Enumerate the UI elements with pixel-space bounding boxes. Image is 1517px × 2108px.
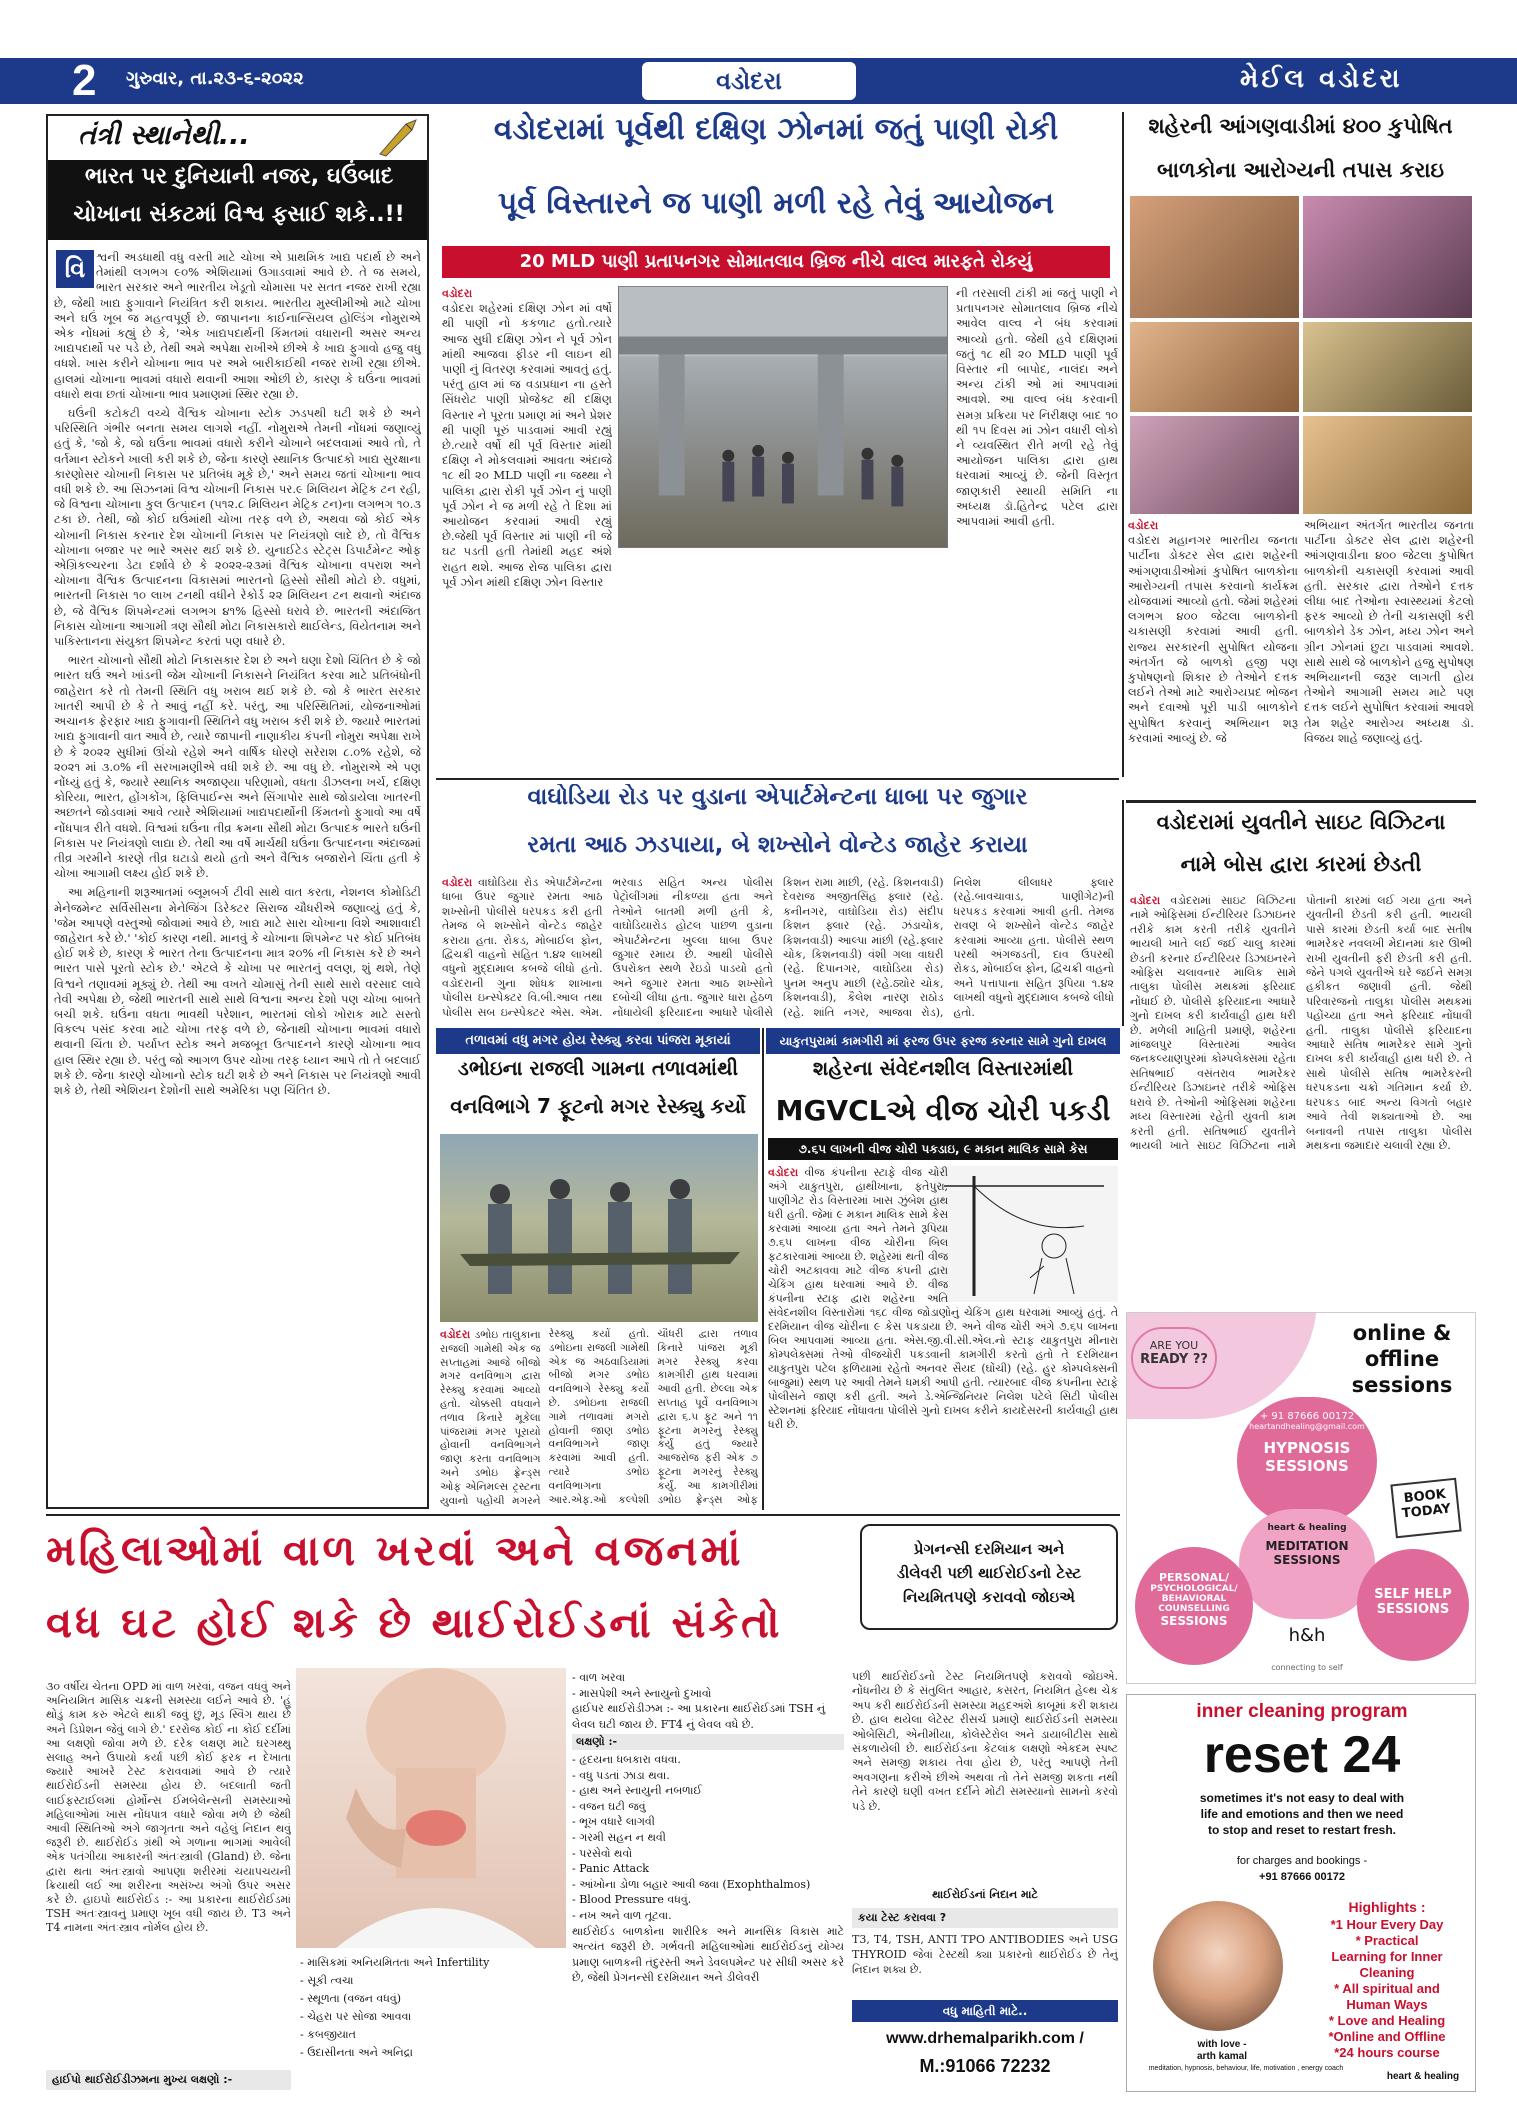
harassment-text: વડોદરામાં સાઇટ વિઝિટના નામે ઓફિસમાં ઈન્ટીરિયર ડિઝાઇનર તરીકે કામ કરતી તરીકે યુવતીને ભાયલી ખાતે લઈ જઈ ચાલુ કારમાં છેડતી કરનાર ઈન્ટીરિયર ડિઝાઇનરને ઓફિસ ચલાવનાર માલિક સામે તાલુકા પોલીસ મથકમાં ફરિયાદ નોંધાઈ છે. પોલીસે ફરિયાદના આધારે ગુનો દાખલ કરી કાર્યવાહી હાથ ધરી છે. મળેલી માહિતી પ્રમાણે, શહેરના માંજલપુર વિસ્તારમાં આવેલ જનકલ્યાણપુરમાં કોમ્પલેક્સમાં રહેતા સતિષભાઈ વસંતરાવ ભામરેકર ઈન્ટીરિયર ડિઝાઇનર તરીકે ઓફિસ ધરાવે છે. તેઓની ઓફિસમાં શહેરના મધ્ય વિસ્તારમાં રહેતી યુવતી કામ કરતી હતી. સતિષભાઈ યુવતીને ભાયલી ખાતે સાઇટ વિઝિટના નામે પોતાની કારમાં લઈ ગયા હતા અને યુવતીની છેડતી કરી હતી. ભાયલી પાસે કારમાં છેડતી કર્યા બાદ સતીષ ભામરેકર નવલખી મેદાનમાં કાર ઊભી રાખી યુવતીની ફરી છેડતી કરી હતી. જેને પગલે યુવતીએ ઘરે જઈને સમગ્ર હકીકત જણાવી હતી. જેથી પરિવારજનો તાલુકા પોલીસ મથકમાં પહોંચ્યા હતા અને ફરિયાદ નોંધાવી હતી. તાલુકા પોલીસે ફરિયાદના આધારે સતિષ ભામરેકર સામે ગુનો દાખલ કરી કાર્યવાહી હાથ ધરી છે. તે સાથે પોલીસે સતિષ ભામરેકરની ધરપકડના ચક્રો ગતિમાન કર્યા છે. ધરપકડ બાદ અન્ય વિગતો બહાર આવે તેવી શક્યતાઓ છે. આ બનાવની તપાસ તાલુકા પોલીસ મથકના જમાદાર ચલાવી રહ્યા છે. — [1130, 894, 1472, 1152]
ad-selfhelp-2: SESSIONS — [1376, 1602, 1450, 1617]
reset-coach-subtitle: meditation, hypnosis, behaviour, life, motivation , energy coach — [1148, 2065, 1344, 2072]
ad-ready-bubble — [1131, 1327, 1217, 1389]
editorial-body — [54, 250, 421, 1500]
ad-personal-4: COUNSELLING — [1158, 1604, 1230, 1614]
ad-selfhelp-1: SELF HELP — [1374, 1587, 1452, 1602]
symptom-item: - ભૂખ વધારે લાગવી — [572, 1815, 655, 1829]
ad-circle-selfhelp — [1357, 1549, 1469, 1661]
dateline: વડોદરા — [1130, 894, 1161, 907]
symptom-item: - Panic Attack — [572, 1862, 649, 1876]
electricity-body — [768, 1166, 1118, 1510]
electricity-kicker: યાકુતપુરામાં કામગીરી માં ફરજ ઉપર ફરજ કરનાર સામે ગુનો દાખલ — [766, 1028, 1120, 1054]
ad-title-1: online & — [1352, 1321, 1452, 1345]
ad-personal-3: BEHAVIORAL — [1161, 1594, 1227, 1604]
symptom-item: - માસિકમાં અનિયમિતતા અને Infertility — [300, 1956, 490, 1969]
ad-circle-hypnosis — [1237, 1397, 1377, 1525]
electricity-headline-1: શહેરના સંવેદનશીલ વિસ્તારમાંથી — [812, 1056, 1074, 1080]
crocodile-headline-2: વનવિભાગે 7 ફૂટનો મગર રેસ્ક્યુ કર્યો — [450, 1094, 746, 1118]
anganwadi-photo — [1303, 416, 1472, 514]
electricity-text: વીજ કંપનીના સ્ટાફે વીજ ચોરી અંગે યાકુતપુરા, હાથીખાના, ફતેપુરા, પાણીગેટ રોડ વિસ્તારમાં ખાસ ઝુંબેશ હાથ ધરી હતી. જેમાં ૯ મકાન માલિક સામે કેસ કરવામાં આવ્યા હતા અને તેમને રૂપિયા ૭.૬૫ લાખના વીજ ચોરીના બિલ ફટકારવામાં આવ્યા છે. શહેરમાં થતી વીજ ચોરી અટકાવવા માટે વીજ કંપની દ્વારા ચેકિંગ હાથ ધરવામાં આવે છે. વીજ કંપનીના સ્ટાફ દ્વારા શહેરના અતિ સંવેદનશીલ વિસ્તારોમાં ૧૬૮ વીજ જોડાણોનું ચેકિંગ હાથ ધરવામાં આવ્યું હતું. તે દરમિયાન વીજ ચોરીના ૯ કેસ પકડાયા છે. અને વીજ ચોરી અંગે ૭.૬૫ લાખના બિલ આપવામાં આવ્યા હતા. એસ.જી.વી.સી.એલ.નો સ્ટાફ યાકુતપુરા મીનારા કોમ્પલેક્સમાં તેઓ વીજચોરી પકડવાની કામગીરી કરતો હતો તે દરમિયાન યાકુતપુરા પટેલ ફળિયામાં રહેતો અનવર સૈયદ (ઘોંચી) (રહે. હુર કોમ્પલેક્સની બાજુમાં) સ્થળ પર આવી તેમને ધમકી આપી હતી. ત્યારબાદ વીજ કંપનીના સ્ટાફે પોલીસને જાણ કરી હતી. અને ડે.એન્જિનિયર નિલેશ પટેલે સિટી પોલીસ સ્ટેશનમાં ફરિયાદ નોંધાવતા પોલીસે ગુનો દાખલ કરીને કાયદેસરની કાર્યવાહી હાથ ધરી છે. — [768, 1166, 1118, 1431]
crocodile-kicker: તળાવમાં વધુ મગર હોય રેસ્ક્યુ કરવા પાંજરા મૂકાયાં — [436, 1028, 760, 1054]
symptom-item: - આંખોના ડોળા બહાર આવી જવા (Exophthalmos) — [572, 1877, 811, 1891]
highlight-item: * Love and Healing — [1328, 2013, 1446, 2028]
water-text-right: ની તરસાલી ટાંકી માં જતું પાણી ને પ્રતાપનગર સોમાતલાવ બ્રિજ નીચે આવેલ વાલ્વ ને બંધ કરવામાં આવ્યો હતો. જેથી હવે દક્ષિણમાં જતું ૧૮ થી ૨૦ MLD પાણી પૂર્વ વિસ્તાર ની બાપોદ, નાલંદા અને અન્ય ટાંકી ઓ માં આપવામાં આવશે. આ વાલ્વ બંધ કરવાની સમગ્ર પ્રક્રિયા પર નિરીક્ષણ બાદ ૧૦ થી ૧૫ દિવસ માં ઝોન વધારી લોકો ને વ્યવસ્થિત રીતે મળી રહે તેવું આયોજન પાલિકા દ્વારા હાથ ધરવામાં આવ્યું છે. જેની વિસ્તૃત જાણકારી સ્થાયી સમિતિ ના અધ્યક્ષ ડૉ.હિતેન્દ્ર પટેલ દ્વારા આપવામાં આવી હતી. — [956, 286, 1118, 529]
reset-with-love: with love - — [1197, 2039, 1247, 2050]
highlight-item: Learning for Inner — [1331, 1949, 1443, 1964]
water-subhead: 20 MLD પાણી પ્રતાપનગર સોમાતલાવ બ્રિજ નીચે વાલ્વ મારફતે રોકયું — [442, 246, 1110, 278]
thyroid-col2 — [572, 1670, 844, 2090]
water-body-left — [442, 286, 612, 774]
divider — [1122, 112, 1124, 777]
thyroid-bullets-1 — [300, 1954, 566, 2090]
anganwadi-body-right — [1304, 518, 1474, 798]
electricity-headline-2: MGVCLએ વીજ ચોરી પકડી — [775, 1094, 1111, 1127]
anganwadi-photo — [1130, 416, 1299, 514]
gambling-body — [442, 876, 1114, 1024]
thyroid-box — [860, 1524, 1118, 1630]
crocodile-body — [440, 1328, 758, 1510]
symptom-item: - Blood Pressure વધવું. — [572, 1893, 692, 1907]
thyroid-col2-end: થાઈરોઈડ બાળકોના શારીરિક અને માનસિક વિકાસ માટે અત્યંત જરૂરી છે. ગર્ભવતી મહિલાઓમાં થાઈરોઈડનું યોગ્ય પ્રમાણ બાળકની તંદુરસ્તી અને ડેવલપમેન્ટ પર સીધી અસર કરે છે, જેથી પ્રેગનન્સી દરમિયાન અને ડીલેવરી — [572, 1924, 844, 1985]
thyroid-contact-label: વધુ માહિતી માટે.. — [852, 2000, 1118, 2022]
thyroid-col1 — [46, 1680, 291, 2090]
crocodile-photo — [440, 1134, 758, 1322]
water-headline-2: પૂર્વ વિસ્તારને જ પાણી મળી રહે તેવું આયોજન — [497, 186, 1055, 221]
anganwadi-headline-1: શહેરની આંગણવાડીમાં ૪૦૦ કુપોષિત — [1148, 114, 1453, 138]
highlight-item: Cleaning — [1359, 1965, 1415, 1980]
water-photo — [618, 286, 948, 548]
ad-today: TODAY — [1401, 1501, 1452, 1522]
anganwadi-text-left: વડોદરા મહાનગર ભારતીય જનતા પાર્ટીના ડોક્ટર સેલ દ્વારા શહેરની આંગણવાડીઓમાં કુપોષિત બાળકોના આરોગ્યની તપાસ કરવાનો કાર્યક્રમ યોજવામાં આવ્યો હતો. જેમાં શહેરમાં લગભગ ૪૦૦ જેટલા બાળકોની ચકાસણી કરવામાં આવી હતી. રાજ્ય સરકારની સુપોષિત યોજના અંતર્ગત જે બાળકો હજી પણ કુપોષણનો શિકાર છે તેઓને દત્તક લઈને તેઓ માટે આરોગ્યપ્રદ ભોજન અને દવાઓ પૂરી પાડી બાળકોને સુપોષિત કરવાનું અભિયાન શરૂ કરવામાં આવ્યું છે. જે — [1128, 533, 1298, 745]
thyroid-col3-label: થાઈરોઈડનાં નિદાન માટે — [932, 1888, 1038, 1901]
thyroid-headline-1: મહિલાઓમાં વાળ ખરવાં અને વજનમાં — [46, 1526, 744, 1575]
water-body-right — [956, 286, 1118, 774]
reset-tagline-1: sometimes it's not easy to deal with — [1199, 1791, 1405, 1805]
editorial-title-2: ચોખાના સંકટમાં વિશ્વ ફસાઈ શકે..!! — [73, 202, 405, 227]
symptom-item: - ગરમી સહન ન થવી — [572, 1830, 666, 1844]
symptom-item: - સૂકી ત્વચા — [300, 1974, 354, 1987]
water-text-left: વડોદરા શહેરમાં દક્ષિણ ઝોન માં વર્ષો થી પાણી નો કકળાટ હતો.ત્યારે આજ સુધી દક્ષિણ ઝોન ને પૂર્વ ઝોન માંથી આજવા ફીડર ની લાઇન થી પાણી નું વિતરણ કરવામાં આવતું હતું. પરંતુ હાલ માં જ વડાપ્રધાન ના હસ્તે સિંધરોટ પાણી પ્રોજેક્ટ થી દક્ષિણ વિસ્તાર ને પૂરતા પ્રમાણ માં અને પ્રેશર થી પાણી પૂરું પાડવામાં આવી રહ્યું છે.ત્યારે વર્ષો થી પૂર્વ વિસ્તાર માંથી દક્ષિણ ને મોકલવામાં આવતા અંદાજે ૧૮ થી ૨૦ MLD પાણી ના જથ્થા ને પાલિકા દ્વારા રોકી પૂર્વ ઝોન નું પાણી પૂર્વ ઝોન ને જ મળી રહે તે દિશા માં આયોજન કરવામાં આવી રહ્યું છે.જેથી પૂર્વ વિસ્તાર માં પાણી ની જે ઘટ પડતી હતી તેમાંથી મહદ અંશે રાહત થશે. આજ રોજ પાલિકા દ્વારા પૂર્વ ઝોન માંથી દક્ષિણ ઝોન વિસ્તાર — [442, 301, 612, 589]
ad-logo: h&h — [1288, 1625, 1326, 1646]
thyroid-contact-site[interactable]: www.drhemalparikh.com / — [886, 2030, 1084, 2047]
harassment-headline-2: નામે બોસ દ્વારા કારમાં છેડતી — [1180, 852, 1422, 876]
anganwadi-photo — [1303, 196, 1472, 318]
ad-hypnosis-2: SESSIONS — [1265, 1457, 1349, 1475]
ad-meditation-1: MEDITATION — [1265, 1539, 1349, 1553]
reset-ad — [1126, 1694, 1476, 2092]
ad-title-3: sessions — [1351, 1373, 1453, 1397]
editorial-title-1: ભારત પર દુનિયાની નજર, ઘઉંબાદ — [84, 164, 394, 189]
crocodile-headline-1: ડભોઇના રાજલી ગામના તળાવમાંથી — [457, 1056, 739, 1080]
anganwadi-photo-collage — [1130, 196, 1472, 514]
highlight-item: *Online and Offline — [1328, 2029, 1446, 2044]
editorial-paragraph: આ મહિનાની શરૂઆતમાં બ્લૂમબર્ગ ટીવી સાથે વાત કરતા, નેશનલ કોમોડિટી મેનેજમેન્ટ સર્વિસીસના મેનેજિંગ ડિરેક્ટર સિરાજ ચૌધરીએ જણાવ્યું હતું કે, 'જેમ આપણે વસ્તુઓ જોવામાં આવે છે, ખાદ્ય માટે સારા ચોખાના વિશે આશાવાદી જાહેરાત કરે છે.' 'કોઈ કારણ નથી. માનવું કે ચોખાના શિપમેન્ટ પર કોઈ પ્રતિબંધ હોઈ શકે છે, કારણ કે ભારત તેના ઉત્પાદનના માત્ર ૨૦% ની નિકાસ કરે છે અને ભારત પાસે પૂરતો સ્ટોક છે.' એટલે કે ચોખા પર ભારતનું વલણ, શું થશે, તેણે વિશ્વને તણાવમાં મૂક્યું છે. તેથી આ વખતે ચોમાસું તેની સાથે સારો વરસાદ લાવે તેવી અપેક્ષા છે, જેથી ભારતની સાથે સાથે વિશ્વના અન્ય દેશો પણ ચોખા બાબતે બચી શકે. ઘઉંના વધતા ભાવથી પરેશાન, ભારતમાં લોકો ખોરાક માટે સસ્તો વિકલ્પ પસંદ કરવા માટે ચોખા તરફ વળે છે, જેનાથી ચોખાના ભાવમાં વધારો થવાની ચિંતા છે. પર્યાપ્ત સ્ટોક અને મજબૂત ઉત્પાદનને કારણે ચોખાના ભાવ હાલ સ્થિર રહ્યા છે. પરંતુ જો આગળ ઉપર ચોખા તરફ ધ્યાન આપે તો તે બદલાઈ શકે છે. જેના કારણે ચોખાનો સ્ટોક ઘટી શકે છે અને નિકાસ પર નિયંત્રણો આવી શકે છે, તેથી એશિયન દેશોની સાથે અમેરિકા પણ ચિંતિત છે. — [54, 885, 421, 1097]
gambling-text: વાઘોડિયા રોડ એપાર્ટમેન્ટના ધાબા ઉપર જુગાર રમતા આઠ શખ્સોની પોલીસે ધરપકડ કરી હતી તેમજ બે શખ્સોને વોન્ટેડ જાહેર કરાયા હતા. રોકડ, મોબાઈલ ફોન, દ્વિચક્રી વાહનો સહિત ૧.૪૨ લાખથી વધુનો મુદ્દામાલ કબજે લીધો હતો. વડોદરાની ગુના શોધક શાખાના પોલીસ ઇન્સ્પેક્ટર વિ.બી.આલ તથા પોલીસ સબ ઇન્સ્પેક્ટર એસ. એમ. ભરવાડ સહિત અન્ય પોલીસ પેટ્રોલીંગમાં નીકળ્યા હતા અને તેઓને બાતમી મળી હતી કે, વાઘોડિયારોડ હોટલ પાછળ વુડાના એપાર્ટમેન્ટના ખુલ્લા ધાબા ઉપર જુગાર રમાય છે. આથી પોલીસે ઉપરોક્ત સ્થળે રેઇડો પાડયો હતો અને જુગાર રમતા આઠ શખ્સોને દબોચી લીધા હતા. જુગાર ધારા હેઠળ નોંધાયેલી ફરિયાદના આધારે પોલીસે કિશન રામા માછી, (રહે. કિશનવાડી) દેવરાજ અજીતસિંહ ફ્લાર (રહે. કનીનગર, વાઘોડિયા રોડ) સંદીપ કિશન ફ્લાર (રહે. ઝંડાચોક, કિશનવાડી) આલ્પા માંછી (રહે.ફ્લાર ચોક, કિશનવાડી) વંશી ગલા વાઘરી (રહે. દિપાનગર, વાઘોડિયા રોડ) પુનમ અનુપ માછી (રહે.ઠ્યોર ચોક, કિશનવાડી), કૈલેશ નારણ રાઠોડ (રહે. શાંતિ નગર, આજવા રોડ), નિલેશ લીલાધર ફ્લાર (રહે.બાવચાવાડ, પાણીગેટ)ની ધરપકડ કરવામાં આવી હતી. તેમજ રાવણ બે શખ્સોને વોન્ટેડ જાહેર કરવામાં આવ્યા હતા. પોલીસે સ્થળ પરથી અંગજડતી, દાવ ઉપરથી રોકડ, મોબાઈલ ફોન, દ્વિચક્રી વાહનો અને પત્તાપાના સહિત રૂપિયા ૧.૪૨ લાખથી વધુનો મુદ્દામાલ કબજે લીધો હતો. — [442, 876, 1114, 1019]
reset-charges: for charges and bookings - — [1236, 1855, 1368, 1867]
symptom-item: - કબજીયાત — [300, 2028, 356, 2041]
reset-highlights-title: Highlights : — [1348, 1899, 1426, 1915]
ad-meditation-2: SESSIONS — [1273, 1553, 1341, 1567]
dateline: વડોદરા — [1128, 519, 1159, 532]
reset-highlights — [1303, 1917, 1471, 2061]
reset-tagline-3: to stop and reset to restart fresh. — [1207, 1823, 1397, 1837]
ad-circle-personal — [1135, 1547, 1253, 1665]
crocodile-text: ડભોઇ તાલુકાના રાજલી ગામેથી એક જ સપ્તાહમાં આજે બીજો મગર વનવિભાગ દ્વારા રેસ્ક્યુ કરવામાં આવ્યો હતો. ચોક્કસી વધવાને તળાવ કિનારે મૂકેલા પાંજરામાં મગર પૂરાયો હોવાની વનવિભાગને જાણ કરતા વનવિભાગ અને ડભોઇ ફ્રેન્ડ્સ ઓફ એનિમલ્સ ટ્રસ્ટના યુવાનો પહોંચી મગરને રેસ્ક્યુ કર્યો હતો. ડભોઇના રાજલી ગામેથી એક જ અઠવાડિયામાં બીજો મગર ડભોઇ વનવિભાગે રેસ્ક્યુ કર્યો છે. ડભોઇના રાજલી ગામે તળાવમાં મગરો હોવાની જાણ ડભોઇ વનવિભાગને જાણ કરવામાં આવી હતી. ત્યારે ડભોઇ વનવિભાગના આર.એફ.ઓ કલ્પેશી ચૌધરી દ્વારા તળાવ કિનારે પાંજરા મૂકી મગર રેસ્ક્યુ કરવા કામગીરી હાથ ધરવામાં આવી હતી. છેલ્લા એક સપ્તાહ પૂર્વે વનવિભાગ દ્વારા ૬.૫ ફૂટ અને ૧૧ ફૂટના મગરનું રેસ્ક્યુ કર્યું હતું જ્યારે આજરોજ ફરી એક ૭ ફૂટના મગરનું રેસ્ક્યુ કર્યું. આ કામગીરીમાં ડભોઇ ફ્રેન્ડ્સ ઓફ — [440, 1328, 758, 1507]
reset-tagline-2: life and emotions and then we need — [1200, 1807, 1404, 1821]
highlight-item: Human Ways — [1346, 1997, 1428, 2012]
ad-email: heartandhealing@gmail.com — [1249, 1422, 1365, 1431]
thyroid-test-question: કયા ટેસ્ટ કરાવવા ? — [852, 1908, 1118, 1928]
dateline: વડોદરા — [442, 287, 473, 300]
anganwadi-photo — [1130, 322, 1299, 412]
thyroid-col3-text: પછી થાઈરોઈડનો ટેસ્ટ નિયમિતપણે કરાવવો જોઇએ. નોંધનીય છે કે સંતુલિત આહાર, કસરત, નિયમિત હેલ્થ ચેક અપ કરી થાઈરોઈડની સમસ્યા મહદઅંશે કાબૂમાં કરી શકાય છે. હાલ થયેલા લેટેસ્ટ રીસર્ચ પ્રમાણે થાઈરોઈડની સમસ્યા ઓબેસિટી, એનીમીયા, કોલેસ્ટેરોલ અને ડાયાબીટીસ સાથે સંકળાયેલી છે. થાઈરોઈડના કેટલાંક લક્ષણો એકદમ સ્પષ્ટ અને સમજી શકાય તેવા હોય છે, પરંતુ આપણે તેની અવગણના કરીએ છીએ અથવા તો તેને સમજી શકતા નથી તેને કારણે ઘણી વખત દર્દીને મોટી સમસ્યાનો સામનો કરવો પડે છે. — [852, 1670, 1118, 1813]
thyroid-box-line2: ડીલેવરી પછી થાઈરોઈડનો ટેસ્ટ — [896, 1564, 1082, 1582]
reset-big: reset 24 — [1203, 1726, 1401, 1784]
harassment-headline-1: વડોદરામાં યુવતીને સાઇટ વિઝિટના — [1156, 810, 1446, 834]
reset-top: inner cleaning program — [1196, 1701, 1408, 1722]
highlight-item: *24 hours course — [1334, 2045, 1440, 2060]
thyroid-headline-2: વધ ઘટ હોઈ શકે છે થાઈરોઈડનાં સંકેતો — [46, 1598, 783, 1647]
page-number: 2 — [72, 56, 97, 105]
divider — [1122, 800, 1124, 1026]
dateline: વડોદરા — [442, 876, 473, 889]
ad-logo-sub: connecting to self — [1271, 1663, 1343, 1672]
symptom-item: - માસપેશી અને સ્નાયુનો દુખાવો — [572, 1686, 712, 1700]
dateline: વડોદરા — [440, 1328, 471, 1341]
ad-book: BOOK — [1403, 1486, 1447, 1507]
water-headline-1: વડોદરામાં પૂર્વથી દક્ષિણ ઝોનમાં જતું પાણી રોકી — [493, 112, 1059, 147]
anganwadi-headline-2: બાળકોના આરોગ્યની તપાસ કરાઇ — [1157, 158, 1444, 182]
symptom-item: - ઉદાસીનતા અને અનિદ્રા — [300, 2046, 413, 2059]
ad-phone: + 91 87666 00172 — [1259, 1411, 1355, 1422]
ad-personal-5: SESSIONS — [1160, 1614, 1228, 1628]
reset-phone: +91 87666 00172 — [1259, 1871, 1345, 1883]
ad-circle-meditation — [1239, 1509, 1375, 1619]
brand-name: મેઈલ વડોદરા — [1240, 64, 1403, 94]
editorial-paragraph: શ્વની અડધાથી વધુ વસ્તી માટે ચોખા એ પ્રાથમિક ખાદ્ય પદાર્થ છે અને તેમાંથી લગભગ ૯૦% એશિયામાં ઉગાડવામાં આવે છે. તે જ સમયે, ભારત સરકાર અને ભારતીય ખેડૂતો ચોમાસા પર સતત નજર રાખી રહ્યા છે, જેથી ખાદ્ય ફુગાવાને નિયંત્રિત કરી શકાય. ભારતીય મુસ્લીમીઓ માટે ચોખા અને ઘઉં ખૂબ જ મહત્વપૂર્ણ છે. જાપાનના કાઈનાન્સિયલ હોલ્ડિંગ નોમુરાએ એક નોંધમાં કહ્યું છે કે, 'એક ખાદ્યપદાર્થની કિંમતમાં વધારાની અસર અન્ય ખાદ્યપદાર્થો પર પડે છે, તેથી અમે અપેક્ષા રાખીએ છીએ કે ખાદ્ય ફુગાવો હજુ વધુ વધશે. ખાસ કરીને ચોખાના ભાવ પર અમે બારીકાઈથી નજર રાખી રહ્યા છીએ. હાલમાં ચોખાના ભાવમાં વધારો થવાની આશા ઓછી છે, કારણ કે ઘઉંના ભાવમાં વધારો થવા છતાં ચોખાના ભાવ પ્રમાણમાં સ્થિર રહ્યા છે. — [54, 250, 421, 401]
divider — [762, 1028, 764, 1510]
thyroid-box-line3: નિયમિતપણે કરાવવો જોઇએ — [903, 1588, 1075, 1606]
ad-personal-1: PERSONAL/ — [1158, 1571, 1230, 1584]
reset-brand: heart & healing — [1386, 2071, 1460, 2082]
thyroid-box-line1: પ્રેગનન્સી દરમિયાન અને — [913, 1540, 1065, 1558]
thyroid-hyper: હાઈપર થાઈરોડીઝમ :- આ પ્રકારના થાઈરોઈડમાં TSH નું લેવલ ઘટી જાય છે. FT4 નું લેવલ વધે છે. — [572, 1702, 826, 1731]
ad-book-today — [1390, 1478, 1461, 1539]
dateline: વડોદરા — [768, 1166, 799, 1179]
gambling-headline-2: રમતા આઠ ઝડપાયા, બે શખ્સોને વોન્ટેડ જાહેર કરાયા — [527, 832, 1028, 858]
ad-title-2: offline — [1364, 1347, 1440, 1371]
gambling-headline-1: વાઘોડિયા રોડ પર વુડાના એપાર્ટમેન્ટના ધાબા પર જુગાર — [527, 784, 1028, 810]
symptom-item: - હાથ અને સ્નાયુની નબળાઈ — [572, 1784, 702, 1798]
anganwadi-photo — [1130, 196, 1299, 318]
symptom-item: - હૃદયના ધબકારા વધવા. — [572, 1752, 681, 1766]
ad-are-you: ARE YOU — [1149, 1339, 1199, 1352]
pen-icon — [376, 116, 424, 158]
issue-date: ગુરુવાર, તા.૨૩-૬-૨૦૨૨ — [126, 68, 304, 89]
divider — [1126, 800, 1476, 803]
thyroid-photo — [296, 1668, 566, 1948]
divider — [436, 778, 1119, 780]
editorial-dropcap: વિ — [56, 250, 94, 288]
ad-personal-2: PSYCHOLOGICAL/ — [1150, 1584, 1238, 1594]
editorial-kicker: તંત્રી સ્થાનેથી... — [78, 120, 250, 151]
thyroid-col1-text: ૩૦ વર્ષીય ચેતના OPD માં વાળ ખરવાં, વજન વધવું અને અનિયમિત માસિક ચક્રની સમસ્યા લઈને આવે છે. 'હું થોડું કામ કરું એટલે થાકી જવું છું, મૂડ સ્વિંગ થાય છે અને ડિપ્રેશન જેવું લાગે છે.' દરરોજ કોઈ ના કોઈ દર્દીમાં આ લક્ષણો જોવા મળે છે. દરેક લક્ષણ માટે ઘરગથ્થુ સલાહ અને ઉપાયો કર્યા પછી કોઈ ફરક ન દેખાતા જ્યારે આખરે ટેસ્ટ કરાવવામાં આવે છે ત્યારે થાઈરોઈડની સમસ્યા હોય છે. બદલાતી જતી લાઈફસ્ટાઈલમાં હોર્મોન્સ ઈમબેલેન્સની સમસ્યાઓ મહિલાઓમાં ખાસ નોંધપાત્ર વધારે જોવા મળે છે જેથી આવી સ્થિતિઓ અંગે જાગૃતતા અને વહેલું નિદાન થવું જરૂરી છે. થાઈરોઈડ ગ્રંથી એ ગળાના ભાગમાં આવેલી એક પતંગીયા આકારની અંતઃસ્ત્રાવી (Gland) છે. જેના દ્વારા થતા અંતઃસ્ત્રાવો આપણા શરીરમાં ચયાપચયની ક્રિયાથી લઈ આ શરીરના અસંખ્ય અંગો ઉપર અસર કરે છે. હાઇપો થાઈરોઈડ :- આ પ્રકારના થાઈરોઈડમાં TSH અંતઃસ્ત્રાવનું પ્રમાણ ખૂબ વધી જાય છે. T3 અને T4 નામના અંતઃસ્ત્રાવ નોર્મલ હોય છે. — [46, 1680, 291, 1935]
thyroid-col3 — [852, 1670, 1118, 1880]
symptom-item: - વધુ પડતાં ઝાડા થવા. — [572, 1768, 670, 1782]
thyroid-col1-footer: હાઈપો થાઈરોઈડીઝમના મુખ્ય લક્ષણો :- — [46, 2070, 291, 2090]
ad-hh-small: heart & healing — [1267, 1523, 1347, 1533]
thyroid-contact-phone: M.:91066 72232 — [919, 2056, 1051, 2076]
highlight-item: *1 Hour Every Day — [1330, 1917, 1444, 1932]
anganwadi-text-right: અભિયાન અંતર્ગત ભારતીય જનતા પાર્ટીના ડોક્ટર સેલ દ્વારા શહેરની આંગણવાડીના ૪૦૦ જેટલા કુપોષિત બાળકોની ચકાસણી કરવામાં આવી હતી. સરકાર દ્વારા તેઓને દત્તક લીધા બાદ તેઓના સ્વાસ્થ્યમાં કેટલો ફરક આવ્યો છે તેની ચકાસણી કરી બાળકોને ડેક ઝોન, મધ્ય ઝોન અને ગ્રીન ઝોનમાં છુટા પાડવામાં આવશે. સાથે સાથે જે બાળકોને હજુ સુપોષણ અભિયાનની જરૂર લાગતી હોય તેઓને આગામી સમય માટે પણ દત્તક લઈને સુપોષિત કરવામાં આવશે તેમ શહેર આરોગ્ય અધ્યક્ષ ડૉ. વિજય શાહે જણાવ્યું હતું. — [1304, 518, 1474, 745]
electricity-subhead: ૭.૬૫ લાખની વીજ ચોરી પકડાઇ, ૯ મકાન માલિક સામે કેસ — [768, 1138, 1118, 1160]
sessions-ad — [1126, 1312, 1476, 1684]
symptom-item: - વાળ ખરવા — [572, 1671, 626, 1684]
ad-ready: READY ?? — [1140, 1352, 1208, 1367]
anganwadi-photo — [1303, 322, 1472, 412]
symptom-item: - વજન ઘટી જવું — [572, 1799, 646, 1813]
reset-coach-name: arth kamal — [1196, 2051, 1248, 2062]
highlight-item: * Practical — [1355, 1933, 1419, 1948]
editorial-paragraph: ઘઉંની કટોકટી વચ્ચે વૈશ્વિક ચોખાના સ્ટોક ઝડપથી ઘટી શકે છે અને પરિસ્થિતિ ગંભીર બનતા સમય લાગશે નહીં. નોમુરાએ તેમની નોંધમાં જણાવ્યું હતું કે, 'જો કે, જો ઘઉંના ભાવમાં વધારો કરીને ચોખાને બદલવામાં આવે તો, તે વર્તમાન સ્ટોકને ખાલી કરી શકે છે, જેના કારણે સ્થાનિક ઉત્પાદકો ખાદ્ય સુરક્ષાના કારણોસર ચોખાની નિકાસ પર પ્રતિબંધ મૂકે છે,' અને સમય જતાં ચોખાના ભાવ વધી શકે છે. આ સિઝનમાં વિશ્વ ચોખાની નિકાસ પર.૯ મિલિયન મેટ્રિક ટન રહી, જે વિશ્વના ચોખાના કુલ ઉત્પાદન (૫૧૨.૮ મિલિયન મેટ્રિક ટન)ના લગભગ ૧૦.૩ ટકા છે. તેથી, જો કોઈ ઘઉંમાંથી ચોખા તરફ વળે છે, અથવા જો કોઈ એક ચોખાની નિકાસ કરનાર દેશ ચોખાની નિકાસ પર નિયંત્રણો લાદે છે, તો વૈશ્વિક ચોખાના બજાર પર ભારે અસર થઈ શકે છે. યુનાઈટેડ સ્ટેટ્સ ડિપાર્ટમેન્ટ ઓફ એગ્રિકલ્ચરના ડેટા દર્શાવે છે કે ૨૦૨૨-૨૩માં વૈશ્વિક ચોખાના વપરાશ અને ચોખાના વૈશ્વિક ઉત્પાદનના વિકાસમાં ભારતનો હિસ્સો સૌથી મોટો છે. વધુમાં, ભારતની નિકાસ ૧૦ લાખ ટનથી વધીને રેકોર્ડ ૨૨ મિલિયન ટન થવાનો અંદાજ છે, જે વૈશ્વિક શિપમેન્ટમાં લગભગ ૪૧% હિસ્સો ધરાવે છે. ભારતની અંદાજિત નિકાસ ચોખાના આગામી ત્રણ સૌથી મોટા નિકાસકારો થાઈલેન્ડ, વિયેતનામ અને પાકિસ્તાનના સંયુક્ત શિપમેન્ટ કરતાં પણ વધારે છે. — [54, 406, 421, 649]
harassment-body — [1130, 894, 1472, 1304]
thyroid-tests: T3, T4, TSH, ANTI TPO ANTIBODIES અને USG THYROID જેવાં ટેસ્ટથી ક્યા પ્રકારનો થાઈરોઈડ છે તેનું નિદાન શક્ય છે. — [852, 1933, 1118, 1976]
thyroid-col2-label: લક્ષણો :- — [572, 1734, 844, 1750]
symptom-item: - સ્થૂળતા (વજન વધવું) — [300, 1992, 402, 2005]
anganwadi-body-left — [1128, 518, 1298, 798]
symptom-item: - ચેહરા પર સોજા આવવા — [300, 2010, 412, 2023]
ad-hypnosis-1: HYPNOSIS — [1263, 1439, 1351, 1457]
editorial-paragraph: ભારત ચોખાનો સૌથી મોટો નિકાસકાર દેશ છે અને ઘણા દેશો ચિંતિત છે કે જો ભારત ઘઉં અને ખાંડની જેમ ચોખાની નિકાસને નિયંત્રિત કરવા માટે પ્રતિબંધોની જાહેરાત કરે તો તેમની સ્થિતિ વધુ ખરાબ થઈ શકે છે. જો કે ભારત સરકાર ખાતરી આપી છે કે તે આવું નહીં કરે. પરંતુ, આ પરિસ્થિતિમાં, યોજનાઓમાં અચાનક ફેરફાર ખાદ્ય ફુગાવાની સ્થિતિને વધુ ખરાબ કરી શકે છે. જ્યારે ભારતમાં ખાદ્ય ફુગાવાની વાત આવે છે, ત્યારે જાપાની નાણાકીય કંપની નોમુરા અપેક્ષા રાખે છે કે ૨૦૨૨ સુધીમાં ઊંચો રહેશે અને વાર્ષિક ધોરણે સરેરાશ ૮.૦% રહેશે, જે ૨૦૨૧ માં ૩.૦% ની સરખામણીએ વધી શકે છે. આ વધુ છે. નોમુરાએ એ પણ નોંધ્યું હતું કે, જ્યારે સ્થાનિક અજાણ્યા પરિણામો, વધતા ડીઝલના ખર્ચ, દક્ષિણ કોરિયા, ભારત, હોંગકોંગ, ફિલિપાઈન્સ અને સિંગાપોર સાથે જોડાયેલા ખાતરની અછતને જોડવામાં આવે ત્યારે એશિયામાં ખાદ્યપદાર્થોની કિંમતનો ફુગાવો આ વર્ષે નોંધપાત્ર રીતે વધશે. વિશ્વમાં ઘઉંના તીવ્ર ક્રમના સૌથી મોટા ઉત્પાદક ભારતે ઘઉંની નિકાસ પર નિયંત્રણો લાદ્યા છે. તેથી આ વર્ષે માર્ચથી ઘઉંના ઉત્પાદનના અંદાજમાં તીવ્ર ગરમીને કારણે તીવ્ર ઘટાડો થયો હતો અને વૈશ્વિક બજારોને ચિંતા હતી કે ચોખા આગામી લક્ષ્ય હોઈ શકે છે. — [54, 653, 421, 881]
highlight-item: * All spiritual and — [1334, 1981, 1440, 1996]
section-label: વડોદરા — [640, 60, 858, 102]
symptom-item: - પરસેવો થવો — [572, 1846, 633, 1860]
symptom-item: - નખ અને વાળ તૂટવા. — [572, 1908, 672, 1922]
divider — [46, 1514, 1120, 1516]
reset-portrait — [1153, 1901, 1283, 2031]
